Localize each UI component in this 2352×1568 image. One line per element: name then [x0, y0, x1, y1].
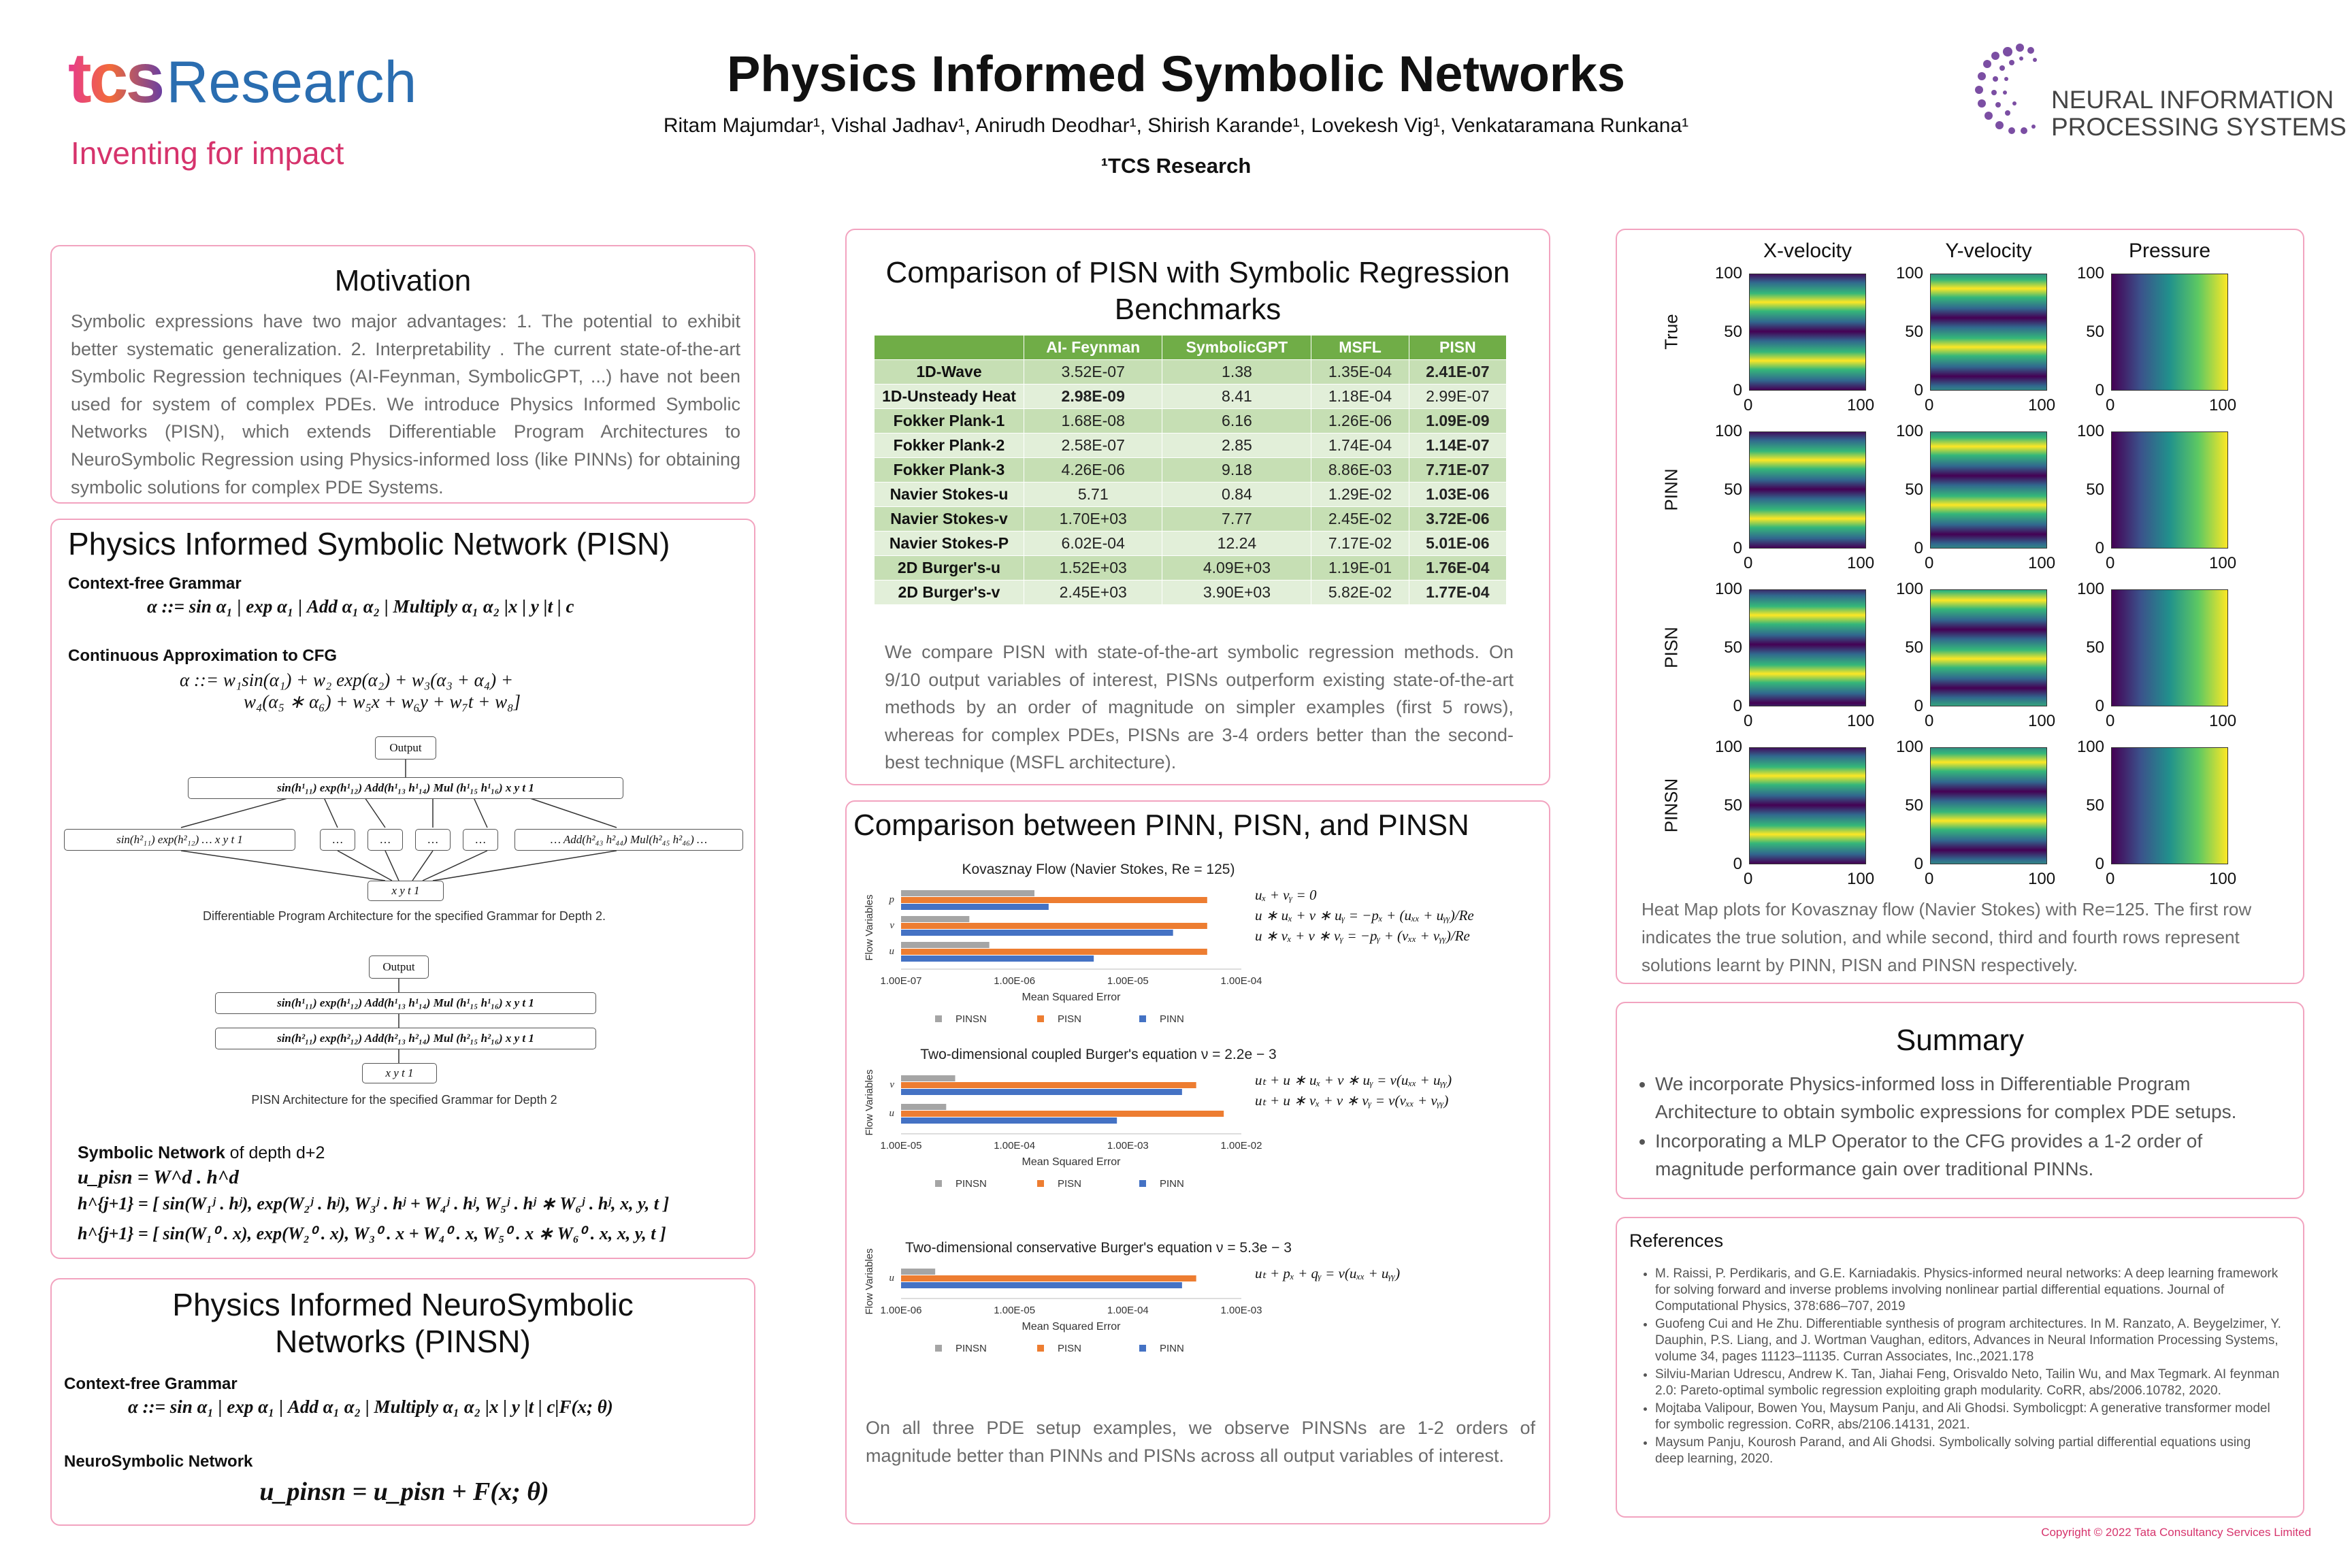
- heatmap-x-tick: 0: [1744, 396, 1753, 414]
- pinsn-net-label: NeuroSymbolic Network: [64, 1452, 253, 1471]
- chart-bar-pisn: [901, 1275, 1196, 1281]
- benchmark-cell: 1.74E-04: [1311, 434, 1409, 458]
- heatmap-y-tick: 50: [2086, 638, 2104, 657]
- references-panel: [1616, 1217, 2304, 1518]
- benchmark-cell: 0.84: [1162, 483, 1311, 507]
- benchmark-cell: 1.03E-06: [1409, 483, 1506, 507]
- benchmark-cell: 1.19E-01: [1311, 556, 1409, 581]
- pisn-arch-leaf-node: x y t 1: [362, 1063, 437, 1083]
- heatmap-y-tick: 0: [1914, 539, 1923, 557]
- chart-bar-pisn: [901, 1111, 1224, 1117]
- chart-y-label: Flow Variables: [864, 1248, 875, 1315]
- chart-x-label: Mean Squared Error: [1022, 1156, 1121, 1168]
- heatmap-cell: [1930, 589, 2047, 706]
- pisn-arch-diagram: [52, 954, 757, 1131]
- summary-bullet: • Incorporating a MLP Operator to the CFG provides a 1-2 order of magnitude performance gain over traditional PINNs.: [1655, 1127, 2281, 1183]
- heatmap-cell: [1749, 431, 1866, 549]
- symnet-label: Symbolic Network: [78, 1143, 225, 1162]
- heatmap-x-tick: 0: [2106, 554, 2115, 572]
- benchmark-row: [875, 507, 1507, 532]
- chart-category-label: u: [889, 1273, 894, 1284]
- heatmap-row-label: PISN: [1661, 627, 1682, 668]
- motivation-text: Symbolic expressions have two major advantages: 1. The potential to exhibit better systematic generalization. 2. Interpretability . The current state-of-the-art Symbolic Regression techniques (AI-Feynman, SymbolicGPT, ...) have not been used for system of complex PDEs. We introduce Physics Informed Symbolic Networks (PISN), which extends Differentiable Program Architectures to NeuroSymbolic Regression using Physics-informed loss (like PINNs) for obtaining symbolic solutions for complex PDE Systems.: [71, 311, 740, 497]
- benchmark-table: [874, 335, 1507, 605]
- neurips-logo-icon: [1967, 38, 2048, 147]
- dpa-output-node: Output: [375, 736, 436, 760]
- chart-x-tick: 1.00E-04: [994, 1140, 1036, 1152]
- pisn-arch-output-node: Output: [369, 956, 429, 979]
- benchmark-cell: 5.82E-02: [1311, 581, 1409, 605]
- pinsn-panel: [50, 1278, 755, 1526]
- chart-legend-label: PINN: [1160, 1178, 1184, 1190]
- heatmap-y-tick: 0: [1914, 381, 1923, 399]
- comparison-panel: [845, 800, 1550, 1524]
- heatmap-x-tick: 100: [2209, 870, 2237, 888]
- benchmark-cell: 1.38: [1162, 360, 1311, 385]
- chart-legend-swatch: [935, 1345, 942, 1352]
- chart-x-tick: 1.00E-03: [1107, 1140, 1149, 1152]
- benchmark-cell: 4.09E+03: [1162, 556, 1311, 581]
- heatmap-x-tick: 0: [1925, 554, 1934, 572]
- benchmark-cell: 1.76E-04: [1409, 556, 1506, 581]
- benchmark-cell: 1.35E-04: [1311, 360, 1409, 385]
- heatmap-y-tick: 0: [1914, 855, 1923, 873]
- benchmark-col-header: AI- Feynman: [1024, 336, 1162, 360]
- heatmap-x-tick: 100: [2028, 712, 2056, 730]
- heatmap-x-tick: 100: [2028, 870, 2056, 888]
- chart-x-tick: 1.00E-02: [1220, 1140, 1262, 1152]
- heatmap-x-tick: 0: [1744, 712, 1753, 730]
- pisn-arch-caption: PISN Architecture for the specified Grammar for Depth 2: [251, 1093, 557, 1107]
- chart-x-tick: 1.00E-06: [994, 975, 1036, 987]
- chart-legend-label: PISN: [1058, 1343, 1082, 1354]
- dpa-dots-node-3: …: [415, 829, 451, 851]
- chart-bar-pisn: [901, 949, 1207, 955]
- coupled-burgers-chart: [847, 1044, 1552, 1221]
- chart-equation: uₓ + vᵧ = 0: [1255, 887, 1317, 903]
- heatmap-y-tick: 0: [1733, 381, 1742, 399]
- chart-svg: [847, 1237, 1552, 1398]
- chart-legend-swatch: [935, 1180, 942, 1187]
- pinsn-cfg-label: Context-free Grammar: [64, 1375, 238, 1393]
- dpa-layer2-right-node: … Add(h²₄₃ h²₄₄) Mul(h²₄₅ h²₄₆) …: [514, 829, 743, 851]
- benchmark-row: [875, 409, 1507, 434]
- chart-category-label: u: [889, 1108, 894, 1119]
- motivation-panel: [50, 245, 755, 504]
- heatmap-cell: [1749, 747, 1866, 864]
- benchmark-row-name: 2D Burger's-u: [875, 556, 1024, 581]
- heatmap-y-tick: 0: [2095, 381, 2104, 399]
- benchmark-title-line2: Benchmarks: [1114, 293, 1281, 326]
- benchmark-row: [875, 483, 1507, 507]
- dpa-layer1-node: sin(h¹₁₁) exp(h¹₁₂) Add(h¹₁₃ h¹₁₄) Mul (h¹₁₅ h¹₁₆) x y t 1: [188, 777, 623, 799]
- benchmark-cell: 8.86E-03: [1311, 458, 1409, 483]
- chart-title: Two-dimensional coupled Burger's equation ν = 2.2e − 3: [920, 1047, 1277, 1062]
- references-title: References: [1629, 1230, 1724, 1251]
- dpa-leaf-node: x y t 1: [368, 881, 444, 901]
- pisn-cont-line2: w₄(α₅ ∗ α₆) + w₅x + w₆y + w₇t + w₈]: [244, 691, 521, 712]
- benchmark-row-name: Fokker Plank-1: [875, 409, 1024, 434]
- chart-bar-pisn: [901, 923, 1207, 929]
- benchmark-row-name: 2D Burger's-v: [875, 581, 1024, 605]
- chart-bar-pinsn: [901, 942, 990, 948]
- benchmark-cell: 1.70E+03: [1024, 507, 1162, 532]
- heatmap-row-label: PINN: [1661, 468, 1682, 511]
- heatmap-y-tick: 0: [1914, 697, 1923, 715]
- heatmap-y-tick: 50: [1905, 796, 1923, 815]
- chart-x-tick: 1.00E-05: [994, 1305, 1036, 1316]
- heatmap-x-tick: 100: [2028, 396, 2056, 414]
- benchmark-cell: 3.72E-06: [1409, 507, 1506, 532]
- chart-bar-pinn: [901, 930, 1173, 936]
- heatmap-cell: [2111, 431, 2228, 549]
- chart-legend-swatch: [1139, 1345, 1146, 1352]
- kovasznay-chart: [847, 859, 1552, 1043]
- neurips-logo: [1967, 38, 2347, 147]
- benchmark-cell: 1.26E-06: [1311, 409, 1409, 434]
- benchmark-cell: 2.85: [1162, 434, 1311, 458]
- heatmap-x-tick: 100: [1847, 712, 1875, 730]
- heatmap-y-tick: 100: [2076, 580, 2104, 598]
- benchmark-cell: 3.90E+03: [1162, 581, 1311, 605]
- heatmap-caption: Heat Map plots for Kovasznay flow (Navier Stokes) with Re=125. The first row indicates the true solution, and while second, third and fourth rows represent solutions learnt by PINN, PISN and PINSN respectively.: [1642, 899, 2252, 975]
- chart-bar-pinn: [901, 1089, 1182, 1095]
- chart-legend-label: PISN: [1058, 1178, 1082, 1190]
- pisn-arch-layer1-node: sin(h¹₁₁) exp(h¹₁₂) Add(h¹₁₃ h¹₁₄) Mul (h¹₁₅ h¹₁₆) x y t 1: [215, 992, 596, 1014]
- heatmap-cell: [1749, 589, 1866, 706]
- benchmark-row: [875, 556, 1507, 581]
- heatmap-grid: [1617, 230, 2306, 888]
- dpa-dots-node-2: …: [368, 829, 403, 851]
- pisn-cfg: α ::= sin α₁ | exp α₁ | Add α₁ α₂ | Multiply α₁ α₂ |x | y |t | c: [147, 596, 574, 617]
- chart-legend-swatch: [1139, 1015, 1146, 1022]
- benchmark-cell: 7.77: [1162, 507, 1311, 532]
- chart-legend-swatch: [1037, 1180, 1044, 1187]
- chart-equation: uₜ + u ∗ uₓ + v ∗ uᵧ = ν(uₓₓ + uᵧᵧ): [1255, 1072, 1452, 1088]
- benchmark-row: [875, 458, 1507, 483]
- heatmap-y-tick: 100: [1895, 264, 1923, 282]
- heatmap-y-tick: 100: [1714, 264, 1742, 282]
- benchmark-cell: 1.77E-04: [1409, 581, 1506, 605]
- pisn-arch-layer2-node: sin(h²₁₁) exp(h²₁₂) Add(h²₁₃ h²₁₄) Mul (h²₁₅ h²₁₆) x y t 1: [215, 1028, 596, 1049]
- heatmap-y-tick: 50: [2086, 796, 2104, 815]
- heatmap-y-tick: 50: [1724, 323, 1742, 341]
- benchmark-cell: 5.01E-06: [1409, 532, 1506, 556]
- pinsn-title-line2: Networks (PINSN): [275, 1324, 531, 1359]
- heatmap-row-label: PINSN: [1661, 778, 1682, 833]
- benchmark-cell: 1.09E-09: [1409, 409, 1506, 434]
- benchmark-title-line1: Comparison of PISN with Symbolic Regression: [885, 256, 1510, 289]
- heatmap-x-tick: 100: [2028, 554, 2056, 572]
- heatmap-x-tick: 0: [1925, 870, 1934, 888]
- benchmark-cell: 2.99E-07: [1409, 385, 1506, 409]
- heatmap-y-tick: 50: [1724, 796, 1742, 815]
- heatmap-cell: [1930, 747, 2047, 864]
- motivation-title: Motivation: [334, 264, 472, 297]
- benchmark-row: [875, 385, 1507, 409]
- dpa-dots-node-4: …: [463, 829, 498, 851]
- benchmark-cell: 2.45E-02: [1311, 507, 1409, 532]
- benchmark-row: [875, 532, 1507, 556]
- chart-bar-pinsn: [901, 890, 1034, 896]
- heatmap-col-title: Y-velocity: [1945, 240, 2032, 262]
- chart-x-tick: 1.00E-05: [880, 1140, 922, 1152]
- chart-legend-label: PISN: [1058, 1013, 1082, 1025]
- benchmark-row-name: 1D-Unsteady Heat: [875, 385, 1024, 409]
- heatmap-y-tick: 100: [2076, 738, 2104, 756]
- benchmark-cell: 2.41E-07: [1409, 360, 1506, 385]
- chart-bar-pisn: [901, 897, 1207, 903]
- benchmark-cell: 1.14E-07: [1409, 434, 1506, 458]
- chart-x-tick: 1.00E-07: [880, 975, 922, 987]
- symnet-label-row: [78, 1143, 325, 1163]
- chart-bar-pinsn: [901, 1075, 956, 1081]
- chart-bar-pinsn: [901, 916, 969, 922]
- heatmap-y-tick: 50: [1905, 638, 1923, 657]
- chart-x-tick: 1.00E-04: [1107, 1305, 1149, 1316]
- chart-equation: u ∗ uₓ + v ∗ uᵧ = −pₓ + (uₓₓ + uᵧᵧ)/Re: [1255, 907, 1474, 924]
- heatmap-x-tick: 0: [1925, 712, 1934, 730]
- benchmark-cell: 6.02E-04: [1024, 532, 1162, 556]
- heatmap-y-tick: 50: [1905, 480, 1923, 499]
- chart-bar-pinn: [901, 904, 1049, 910]
- heatmap-x-tick: 100: [1847, 870, 1875, 888]
- summary-title: Summary: [1895, 1024, 2025, 1057]
- heatmap-y-tick: 0: [2095, 697, 2104, 715]
- heatmap-col-title: X-velocity: [1763, 240, 1852, 262]
- heatmap-col-title: Pressure: [2128, 240, 2211, 262]
- affiliation: ¹TCS Research: [1100, 154, 1252, 178]
- benchmark-cell: 1.18E-04: [1311, 385, 1409, 409]
- chart-legend-label: PINSN: [956, 1013, 987, 1025]
- heatmap-x-tick: 0: [2106, 396, 2115, 414]
- pisn-cont-line1: α ::= w₁sin(α₁) + w₂ exp(α₂) + w₃(α₃ + α₄) +: [180, 670, 514, 690]
- benchmark-text: We compare PISN with state-of-the-art symbolic regression methods. On 9/10 output variables of interest, PISNs outperform existing state-of-the-art methods by an order of magnitude on simpler examples (first 5 rows), whereas for complex PDEs, PISNs are 3-4 orders better than the second-best technique (MSFL architecture).: [885, 642, 1514, 773]
- heatmap-panel: [1616, 229, 2304, 984]
- heatmap-x-tick: 100: [1847, 554, 1875, 572]
- summary-list: [1655, 1070, 2281, 1184]
- chart-x-tick: 1.00E-06: [880, 1305, 922, 1316]
- benchmark-row-name: Navier Stokes-v: [875, 507, 1024, 532]
- heatmap-y-tick: 0: [1733, 855, 1742, 873]
- benchmark-col-header: SymbolicGPT: [1162, 336, 1311, 360]
- benchmark-cell: 6.16: [1162, 409, 1311, 434]
- heatmap-x-tick: 0: [2106, 712, 2115, 730]
- heatmap-y-tick: 100: [1714, 580, 1742, 598]
- chart-bar-pinsn: [901, 1269, 935, 1275]
- symnet-suffix: of depth d+2: [225, 1143, 325, 1162]
- benchmark-row-name: 1D-Wave: [875, 360, 1024, 385]
- chart-legend-swatch: [1139, 1180, 1146, 1187]
- benchmark-col-header: MSFL: [1311, 336, 1409, 360]
- chart-legend-label: PINSN: [956, 1178, 987, 1190]
- benchmark-cell: 1.68E-08: [1024, 409, 1162, 434]
- chart-category-label: u: [889, 946, 894, 957]
- reference-item: • Silviu-Marian Udrescu, Andrew K. Tan, Jiahai Feng, Orisvaldo Neto, Tailin Wu, and Max Tegmark. AI feynman 2.0: Pareto-optimal symbolic regression exploiting graph modularity. CoRR, abs/2006.10782, 2020.: [1655, 1367, 2281, 1399]
- reference-item: • M. Raissi, P. Perdikaris, and G.E. Karniadakis. Physics-informed neural networks: A deep learning framework for solving forward and inverse problems involving nonlinear partial differential equations. Journal of Computational Physics, 378:686–707, 2019: [1655, 1266, 2281, 1315]
- heatmap-cell: [1930, 431, 2047, 549]
- heatmap-y-tick: 0: [1733, 539, 1742, 557]
- comparison-title: Comparison between PINN, PISN, and PINSN: [853, 808, 1469, 842]
- chart-title: Two-dimensional conservative Burger's equation ν = 5.3e − 3: [905, 1240, 1292, 1256]
- heatmap-y-tick: 100: [1895, 422, 1923, 440]
- pisn-panel: [50, 519, 755, 1259]
- benchmark-cell: 9.18: [1162, 458, 1311, 483]
- benchmark-col-header: PISN: [1409, 336, 1506, 360]
- benchmark-row-name: Navier Stokes-P: [875, 532, 1024, 556]
- heatmap-cell: [2111, 747, 2228, 864]
- heatmap-x-tick: 100: [2209, 554, 2237, 572]
- benchmark-cell: 2.45E+03: [1024, 581, 1162, 605]
- references-list: [1655, 1266, 2281, 1469]
- neurips-line1: NEURAL INFORMATION: [2051, 86, 2334, 114]
- pisn-cfg-label: Context-free Grammar: [68, 574, 242, 593]
- chart-x-tick: 1.00E-03: [1220, 1305, 1262, 1316]
- chart-legend-label: PINN: [1160, 1013, 1184, 1025]
- chart-bar-pinn: [901, 1282, 1182, 1288]
- benchmark-cell: 5.71: [1024, 483, 1162, 507]
- chart-bar-pinn: [901, 1117, 1117, 1124]
- chart-y-label: Flow Variables: [864, 1069, 875, 1136]
- chart-x-label: Mean Squared Error: [1022, 1321, 1121, 1333]
- benchmark-row-name: Fokker Plank-2: [875, 434, 1024, 458]
- heatmap-x-tick: 100: [1847, 396, 1875, 414]
- symnet-eq1: u_pisn = W^d . h^d: [78, 1166, 239, 1188]
- benchmark-cell: 8.41: [1162, 385, 1311, 409]
- chart-equation: uₜ + u ∗ vₓ + v ∗ vᵧ = ν(vₓₓ + vᵧᵧ): [1255, 1092, 1449, 1109]
- pisn-cont-label: Continuous Approximation to CFG: [68, 647, 338, 665]
- benchmark-cell: 4.26E-06: [1024, 458, 1162, 483]
- chart-legend-swatch: [1037, 1345, 1044, 1352]
- chart-category-label: p: [889, 894, 894, 905]
- benchmark-row: [875, 360, 1507, 385]
- chart-equation: u ∗ vₓ + v ∗ vᵧ = −pᵧ + (vₓₓ + vᵧᵧ)/Re: [1255, 928, 1470, 944]
- benchmark-cell: 1.52E+03: [1024, 556, 1162, 581]
- dpa-caption: Differentiable Program Architecture for the specified Grammar for Depth 2.: [203, 909, 606, 923]
- comparison-text: On all three PDE setup examples, we observe PINSNs are 1-2 orders of magnitude better than PINNs and PISNs across all output variables of interest.: [866, 1418, 1535, 1466]
- chart-x-tick: 1.00E-05: [1107, 975, 1149, 987]
- heatmap-y-tick: 0: [2095, 855, 2104, 873]
- chart-bar-pisn: [901, 1082, 1196, 1088]
- heatmap-x-tick: 0: [1744, 554, 1753, 572]
- heatmap-y-tick: 50: [2086, 323, 2104, 341]
- neurips-line2: PROCESSING SYSTEMS: [2051, 113, 2347, 141]
- chart-y-label: Flow Variables: [864, 894, 875, 961]
- heatmap-y-tick: 100: [2076, 422, 2104, 440]
- reference-item: • Mojtaba Valipour, Bowen You, Maysum Panju, and Ali Ghodsi. Symbolicgpt: A generative transformer model for symbolic regression. CoRR, abs/2106.14131, 2021.: [1655, 1401, 2281, 1433]
- pinsn-cfg: α ::= sin α₁ | exp α₁ | Add α₁ α₂ | Multiply α₁ α₂ |x | y |t | c|F(x; θ): [128, 1396, 613, 1417]
- dpa-dots-node-1: …: [320, 829, 355, 851]
- pinsn-eq: u_pinsn = u_pisn + F(x; θ): [259, 1477, 549, 1506]
- summary-bullet: • We incorporate Physics-informed loss in Differentiable Program Architecture to obtain symbolic expressions for complex PDE setups.: [1655, 1070, 2281, 1126]
- chart-bar-pinsn: [901, 1104, 946, 1110]
- chart-svg: [847, 859, 1552, 1043]
- heatmap-y-tick: 100: [1714, 738, 1742, 756]
- benchmark-col-header: [875, 336, 1024, 360]
- copyright: Copyright © 2022 Tata Consultancy Services Limited: [2041, 1526, 2311, 1539]
- heatmap-x-tick: 0: [1925, 396, 1934, 414]
- benchmark-cell: 3.52E-07: [1024, 360, 1162, 385]
- benchmark-panel: [845, 229, 1550, 785]
- tcs-logo-research: Research: [166, 50, 417, 115]
- pinsn-title-line1: Physics Informed NeuroSymbolic: [172, 1287, 634, 1322]
- chart-x-tick: 1.00E-04: [1220, 975, 1262, 987]
- chart-title: Kovasznay Flow (Navier Stokes, Re = 125): [962, 862, 1235, 877]
- heatmap-row-label: True: [1661, 314, 1682, 350]
- poster-title: Physics Informed Symbolic Networks: [726, 46, 1626, 102]
- heatmap-x-tick: 0: [1744, 870, 1753, 888]
- heatmap-y-tick: 100: [1895, 580, 1923, 598]
- tagline: Inventing for impact: [71, 135, 344, 171]
- benchmark-cell: 1.29E-02: [1311, 483, 1409, 507]
- chart-legend-label: PINSN: [956, 1343, 987, 1354]
- heatmap-y-tick: 50: [2086, 480, 2104, 499]
- chart-legend-swatch: [1037, 1015, 1044, 1022]
- heatmap-x-tick: 100: [2209, 396, 2237, 414]
- chart-category-label: v: [889, 1079, 894, 1090]
- dpa-layer2-left-node: sin(h²₁₁) exp(h²₁₂) … x y t 1: [64, 829, 295, 851]
- heatmap-y-tick: 50: [1724, 638, 1742, 657]
- benchmark-row: [875, 434, 1507, 458]
- reference-item: • Guofeng Cui and He Zhu. Differentiable synthesis of program architectures. In M. Ranzato, A. Beygelzimer, Y. Dauphin, P.S. Liang, and J. Wortman Vaughan, editors, Advances in Neural Information Processing Systems, volume 34, pages 11123–11135. Curran Associates, Inc.,2021.178: [1655, 1316, 2281, 1365]
- heatmap-x-tick: 100: [2209, 712, 2237, 730]
- benchmark-cell: 7.71E-07: [1409, 458, 1506, 483]
- heatmap-cell: [2111, 274, 2228, 391]
- heatmap-cell: [1930, 274, 2047, 391]
- benchmark-cell: 12.24: [1162, 532, 1311, 556]
- authors: Ritam Majumdar¹, Vishal Jadhav¹, Anirudh Deodhar¹, Shirish Karande¹, Lovekesh Vig¹, Venkataramana Runkana¹: [663, 114, 1689, 137]
- chart-legend-swatch: [935, 1015, 942, 1022]
- conservative-burgers-chart: [847, 1237, 1552, 1398]
- heatmap-y-tick: 0: [2095, 539, 2104, 557]
- chart-category-label: v: [889, 920, 894, 931]
- chart-x-label: Mean Squared Error: [1022, 992, 1121, 1003]
- summary-panel: [1616, 1002, 2304, 1199]
- chart-bar-pinn: [901, 956, 1094, 962]
- heatmap-cell: [2111, 589, 2228, 706]
- benchmark-row: [875, 581, 1507, 605]
- heatmap-y-tick: 100: [1895, 738, 1923, 756]
- chart-legend-label: PINN: [1160, 1343, 1184, 1354]
- heatmap-cell: [1749, 274, 1866, 391]
- heatmap-y-tick: 0: [1733, 697, 1742, 715]
- benchmark-cell: 2.58E-07: [1024, 434, 1162, 458]
- tcs-logo-mark: tcs: [68, 39, 163, 118]
- symnet-eq3: h^{j+1} = [ sin(W₁⁰ . x), exp(W₂⁰ . x), W₃⁰ . x + W₄⁰ . x, W₅⁰ . x ∗ W₆⁰ . x, x, y, t ]: [78, 1224, 666, 1243]
- reference-item: • Maysum Panju, Kourosh Parand, and Ali Ghodsi. Symbolically solving partial differential equations using deep learning, 2020.: [1655, 1435, 2281, 1467]
- heatmap-y-tick: 50: [1724, 480, 1742, 499]
- dpa-diagram: [52, 724, 757, 928]
- heatmap-x-tick: 0: [2106, 870, 2115, 888]
- chart-svg: [847, 1044, 1552, 1221]
- heatmap-y-tick: 100: [2076, 264, 2104, 282]
- benchmark-cell: 2.98E-09: [1024, 385, 1162, 409]
- chart-equation: uₜ + pₓ + qᵧ = ν(uₓₓ + uᵧᵧ): [1255, 1265, 1401, 1281]
- heatmap-y-tick: 50: [1905, 323, 1923, 341]
- benchmark-row-name: Fokker Plank-3: [875, 458, 1024, 483]
- pisn-title: Physics Informed Symbolic Network (PISN): [68, 526, 670, 561]
- benchmark-row-name: Navier Stokes-u: [875, 483, 1024, 507]
- benchmark-cell: 7.17E-02: [1311, 532, 1409, 556]
- heatmap-y-tick: 100: [1714, 422, 1742, 440]
- symnet-eq2: h^{j+1} = [ sin(W₁ʲ . hʲ), exp(W₂ʲ . hʲ), W₃ʲ . hʲ + W₄ʲ . hʲ, W₅ʲ . hʲ ∗ W₆ʲ . hʲ, x, y, t ]: [78, 1194, 670, 1213]
